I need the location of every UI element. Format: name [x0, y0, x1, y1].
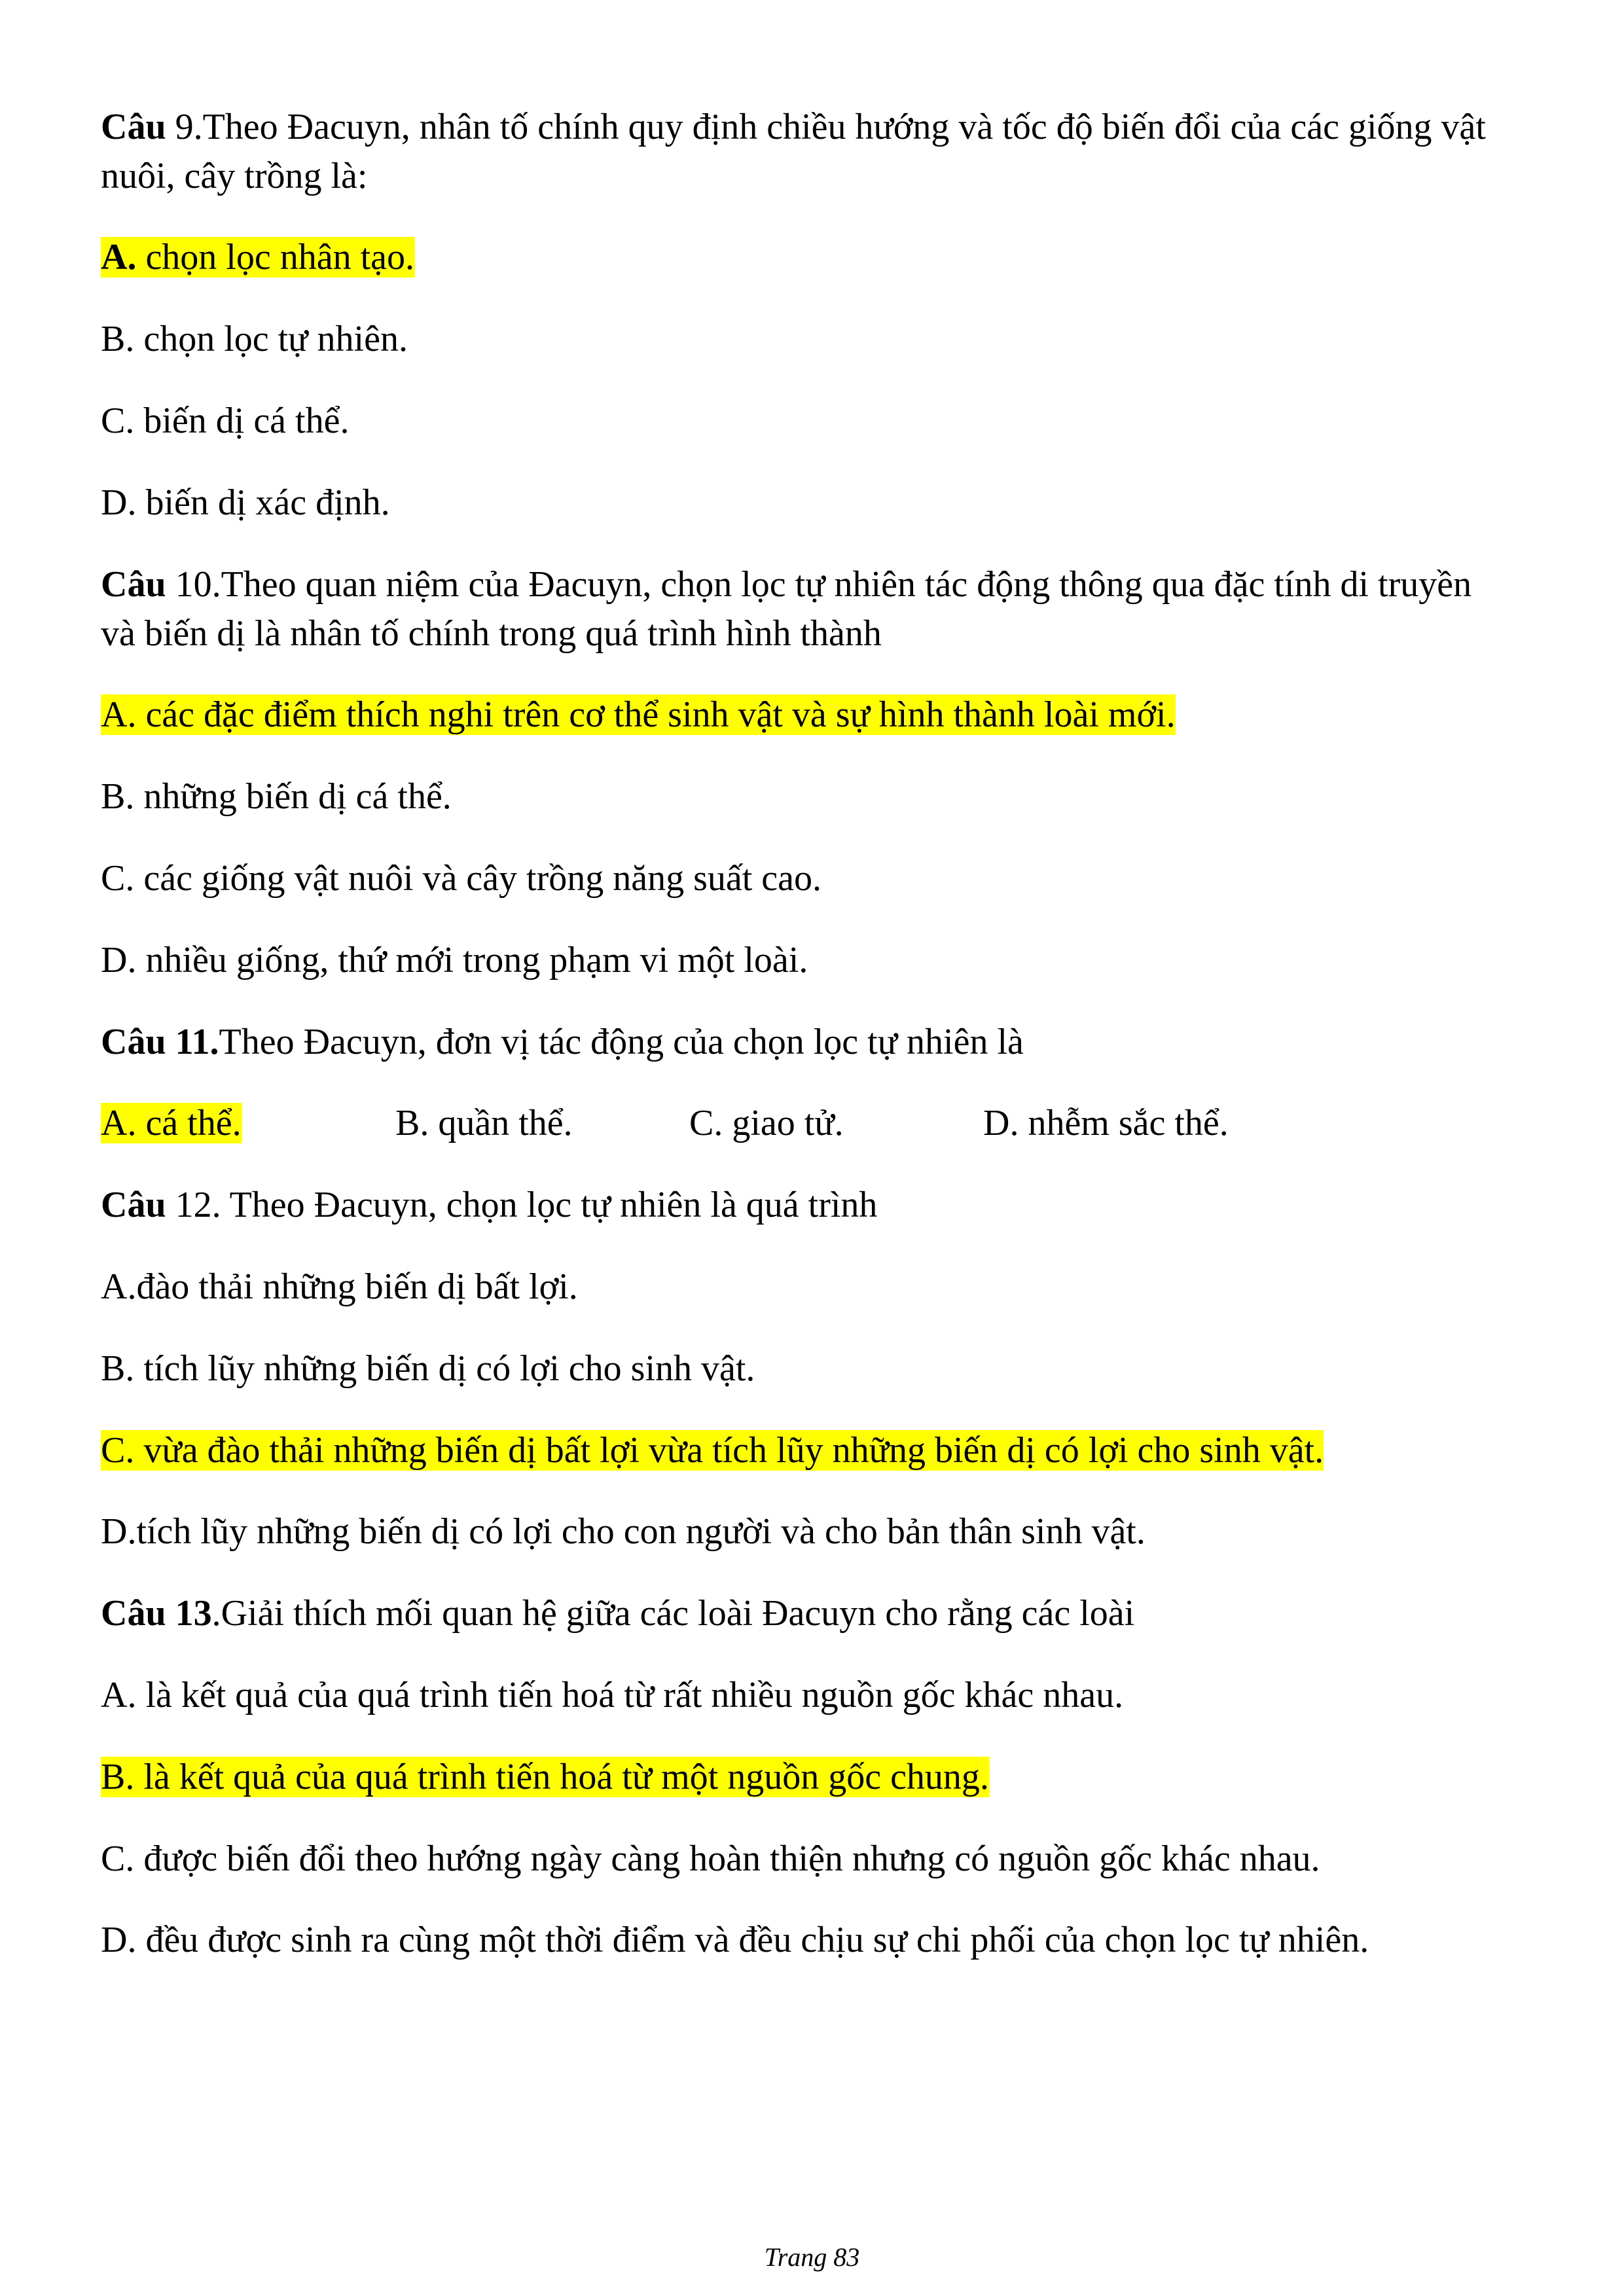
q9-number: Câu: [101, 107, 166, 147]
q10-number: Câu: [101, 564, 166, 605]
q11-option-a-text: A. cá thể.: [101, 1103, 242, 1143]
q9-option-b: B. chọn lọc tự nhiên.: [101, 319, 408, 359]
q13-stem: [101, 1592, 1134, 1634]
q11-option-b: B. quần thể.: [395, 1103, 573, 1143]
q10-option-c: C. các giống vật nuôi và cây trồng năng suất cao.: [101, 858, 821, 899]
q10-option-a-text: A. các đặc điểm thích nghi trên cơ thể sinh vật và sự hình thành loài mới.: [101, 694, 1176, 735]
q9-option-a-text: chọn lọc nhân tạo.: [136, 237, 414, 278]
q9-option-a-prefix: A.: [101, 237, 137, 278]
q13-option-d: D. đều được sinh ra cùng một thời điểm và đều chịu sự chi phối của chọn lọc tự nhiên.: [101, 1920, 1369, 1960]
q9-option-a: [101, 236, 414, 278]
q12-option-d: D.tích lũy những biến dị có lợi cho con người và cho bản thân sinh vật.: [101, 1511, 1146, 1552]
q10-option-a: [101, 694, 1176, 736]
q11-option-a: [101, 1102, 242, 1144]
q11-stem-text: Theo Đacuyn, đơn vị tác động của chọn lọc tự nhiên là: [219, 1022, 1024, 1062]
q11-option-c: C. giao tử.: [689, 1103, 844, 1143]
q9-stem-line2: nuôi, cây trồng là:: [101, 156, 368, 196]
q12-option-b: B. tích lũy những biến dị có lợi cho sinh vật.: [101, 1348, 755, 1389]
q10-option-d: D. nhiều giống, thứ mới trong phạm vi một loài.: [101, 940, 808, 980]
q9-stem-text: 9.Theo Đacuyn, nhân tố chính quy định chiều hướng và tốc độ biến đổi của các giống vật: [166, 107, 1486, 147]
q10-stem-line1: [101, 564, 1471, 605]
q12-stem: [101, 1184, 877, 1226]
q11-number: Câu 11.: [101, 1022, 219, 1062]
q10-stem-text: 10.Theo quan niệm của Đacuyn, chọn lọc tự nhiên tác động thông qua đặc tính di truyền: [166, 564, 1472, 605]
q12-option-c-text: C. vừa đào thải những biến dị bất lợi vừa tích lũy những biến dị có lợi cho sinh vật.: [101, 1430, 1324, 1471]
q13-number: Câu 13: [101, 1593, 212, 1634]
q11-option-d: D. nhễm sắc thể.: [983, 1103, 1229, 1143]
q9-option-d: D. biến dị xác định.: [101, 482, 390, 523]
q9-option-c: C. biến dị cá thể.: [101, 401, 350, 441]
q12-option-a: A.đào thải những biến dị bất lợi.: [101, 1266, 578, 1307]
q11-stem: [101, 1021, 1024, 1063]
page-number: Trang 83: [764, 2242, 860, 2272]
q10-stem-line2: và biến dị là nhân tố chính trong quá trình hình thành: [101, 613, 882, 654]
q13-stem-text: .Giải thích mối quan hệ giữa các loài Đacuyn cho rằng các loài: [211, 1593, 1135, 1634]
q9-stem-line1: [101, 106, 1486, 148]
q12-option-c: [101, 1429, 1324, 1471]
q13-option-b-text: B. là kết quả của quá trình tiến hoá từ một nguồn gốc chung.: [101, 1757, 989, 1797]
q12-number: Câu: [101, 1185, 166, 1225]
q13-option-b: [101, 1756, 989, 1798]
q13-option-a: A. là kết quả của quá trình tiến hoá từ rất nhiều nguồn gốc khác nhau.: [101, 1675, 1124, 1715]
q10-option-b: B. những biến dị cá thể.: [101, 776, 452, 817]
q12-stem-text: 12. Theo Đacuyn, chọn lọc tự nhiên là quá trình: [166, 1185, 878, 1225]
q13-option-c: C. được biến đổi theo hướng ngày càng hoàn thiện nhưng có nguồn gốc khác nhau.: [101, 1839, 1320, 1879]
